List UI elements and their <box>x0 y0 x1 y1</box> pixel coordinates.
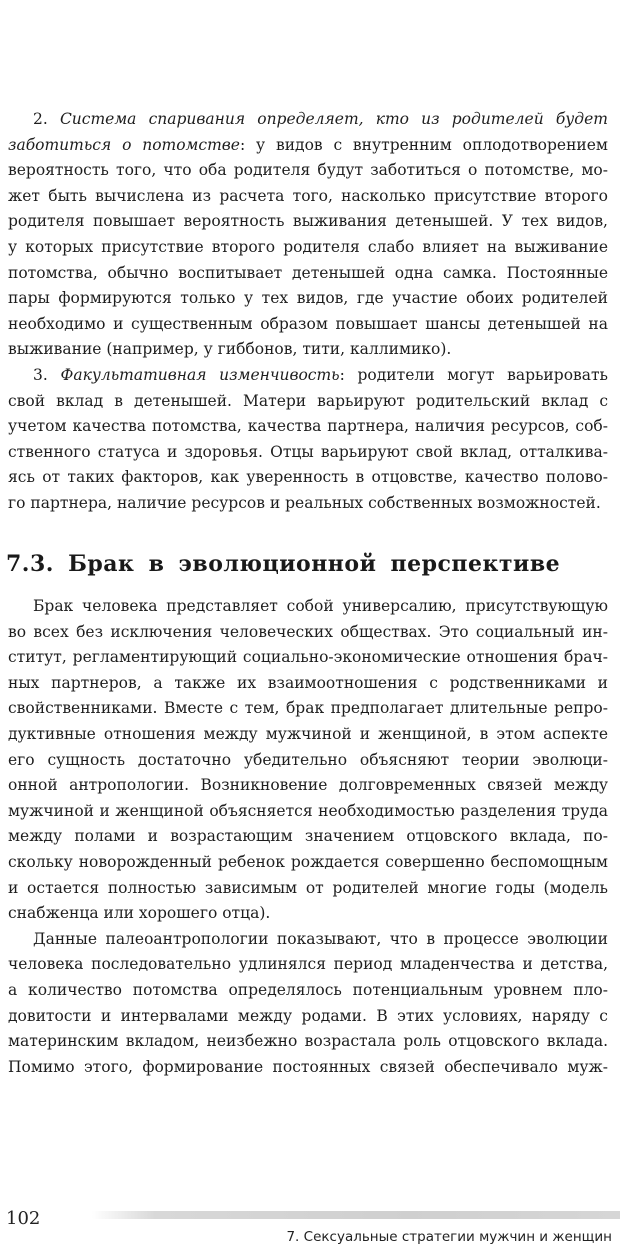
text-line <box>33 362 608 388</box>
text-run: потомства, обычно воспитывает детенышей одна самка. Постоянные <box>8 263 608 282</box>
text-run: ститут, регламентирующий социально-экономические отношения брач- <box>8 648 608 667</box>
text-line <box>8 234 608 260</box>
text-run: пары формируются только у тех видов, где участие обоих родителей <box>8 289 608 308</box>
text-run: 2. <box>33 110 60 128</box>
text-run: вероятность того, что оба родителя будут заботиться о потомстве, мо- <box>8 161 608 180</box>
page-number: 102 <box>6 1208 41 1229</box>
text-line <box>8 1003 608 1029</box>
text-line <box>8 644 608 670</box>
text-run: го партнера, наличие ресурсов и реальных собственных возможностей. <box>8 494 601 512</box>
text-line <box>8 772 608 798</box>
text-line <box>8 439 608 465</box>
text-line <box>8 951 608 977</box>
text-line <box>8 157 608 183</box>
text-line <box>8 670 608 696</box>
text-line <box>8 1028 608 1054</box>
text-line <box>8 875 608 901</box>
text-line <box>8 132 608 158</box>
text-line <box>8 798 608 824</box>
text-run: жет быть вычислена из расчета того, насколько присутствие второго <box>8 186 608 205</box>
text-run: мужчиной и женщиной объясняется необходимостью разделения труда <box>8 801 608 820</box>
text-run: человека последовательно удлинялся период младенчества и детства, <box>8 955 608 974</box>
text-line <box>8 285 608 311</box>
text-line <box>8 311 608 337</box>
text-run: дуктивные отношения между мужчиной и женщиной, в этом аспекте <box>8 725 608 743</box>
text-line <box>8 336 608 362</box>
text-line <box>33 593 608 619</box>
running-title: 7. Сексуальные стратегии мужчин и женщин <box>286 1229 612 1245</box>
text-line <box>33 106 608 132</box>
text-run: онной антропологии. Возникновение долговременных связей между <box>8 776 608 795</box>
italic-text: заботиться о потомстве <box>8 135 240 154</box>
text-line <box>8 388 608 414</box>
text-line <box>8 490 608 516</box>
text-line <box>8 900 608 926</box>
text-line <box>8 183 608 209</box>
text-line <box>8 208 608 234</box>
text-run: : родители могут варьировать <box>339 366 608 384</box>
italic-text: Система спаривания определяет, кто из родителей будет <box>59 110 608 128</box>
text-line <box>8 721 608 747</box>
text-run: между полами и возрастающим значением отцовского вклада, по- <box>8 827 608 846</box>
italic-text: Факультативная изменчивость <box>60 366 340 384</box>
text-run: и остается полностью зависимым от родителей многие годы (модель <box>8 878 608 897</box>
text-run: свойственниками. Вместе с тем, брак предполагает длительные репро- <box>8 699 608 718</box>
text-line <box>8 1054 608 1080</box>
text-run: 3. <box>33 366 61 384</box>
text-run: довитости и интервалами между родами. В этих условиях, наряду с <box>8 1006 608 1025</box>
text-run: его сущность достаточно убедительно объясняют теории эволюци- <box>8 750 608 769</box>
footer-rule <box>92 1211 620 1219</box>
text-run: родителя повышает вероятность выживания детенышей. У тех видов, <box>8 212 608 231</box>
text-run: : у видов с внутренним оплодотворением <box>239 135 608 154</box>
text-line <box>8 747 608 773</box>
text-run: ных партнеров, а также их взаимоотношения с родственниками и <box>8 673 608 692</box>
section-heading: 7.3. Брак в эволюционной перспективе <box>6 551 561 577</box>
text-run: Данные палеоантропологии показывают, что в процессе эволюции <box>33 929 608 948</box>
text-run: учетом качества потомства, качества партнера, наличия ресурсов, соб- <box>8 417 608 436</box>
text-line <box>8 695 608 721</box>
text-run: выживание (например, у гиббонов, тити, каллимико). <box>8 340 452 359</box>
text-line <box>33 926 608 952</box>
text-run: ясь от таких факторов, как уверенность в отцовстве, качество полово- <box>8 468 608 487</box>
text-run: материнским вкладом, неизбежно возрастала роль отцовского вклада. <box>8 1032 608 1051</box>
text-run: свой вклад в детенышей. Матери варьируют родительский вклад с <box>8 391 608 410</box>
text-line <box>8 823 608 849</box>
text-run: во всех без исключения человеческих обществах. Это социальный ин- <box>8 622 608 641</box>
text-run: а количество потомства определялось потенциальным уровнем пло- <box>8 981 608 999</box>
text-line <box>8 413 608 439</box>
text-line <box>8 260 608 286</box>
text-line <box>8 464 608 490</box>
text-run: ственного статуса и здоровья. Отцы варьируют свой вклад, отталкива- <box>8 442 608 461</box>
text-line <box>8 977 608 1003</box>
text-run: у которых присутствие второго родителя слабо влияет на выживание <box>8 238 608 256</box>
text-run: скольку новорожденный ребенок рождается совершенно беспомощным <box>8 853 608 871</box>
text-line <box>8 849 608 875</box>
text-run: Брак человека представляет собой универсалию, присутствующую <box>33 597 608 615</box>
text-run: снабженца или хорошего отца). <box>8 904 271 923</box>
text-run: необходимо и существенным образом повышает шансы детенышей на <box>8 314 608 333</box>
text-line <box>8 619 608 645</box>
text-run: Помимо этого, формирование постоянных связей обеспечивало муж- <box>8 1057 608 1076</box>
